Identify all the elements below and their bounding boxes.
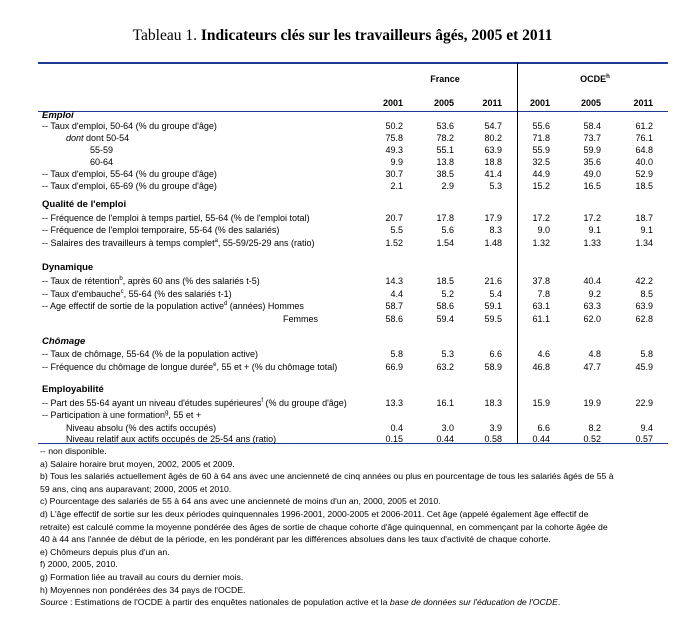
table-cell: 18.5: [635, 181, 653, 191]
year-header: 2011: [482, 98, 502, 108]
footnotes: [40, 445, 670, 609]
table-cell: 78.2: [436, 133, 454, 143]
table-cell: 1.48: [484, 238, 502, 248]
row-label: -- Fréquence de l'emploi temporaire, 55-64 (% des salariés): [42, 225, 280, 235]
row-label: -- Salaires des travailleurs à temps complet$^a$, 55-59/25-29 ans (ratio): [42, 238, 315, 248]
table-cell: 21.6: [484, 276, 502, 286]
table-cell: 58.6: [385, 314, 403, 324]
table-cell: 7.8: [537, 289, 550, 299]
table-cell: 58.9: [484, 362, 502, 372]
table-cell: 0.57: [635, 434, 653, 444]
table-cell: 9.4: [640, 423, 653, 433]
footnote: c) Pourcentage des salariés de 55 à 64 ans avec une ancienneté de moins d'un an, 2000, 2005 et 2010.: [40, 496, 441, 507]
table-cell: 66.9: [385, 362, 403, 372]
table-cell: 73.7: [583, 133, 601, 143]
table-cell: 22.9: [635, 398, 653, 408]
table-cell: 19.9: [583, 398, 601, 408]
table-cell: 3.9: [489, 423, 502, 433]
table-cell: 59.1: [484, 301, 502, 311]
row-label: -- Fréquence de l'emploi à temps partiel, 55-64 (% de l'emploi total): [42, 213, 310, 223]
footnote: retraite) est calculé comme la moyenne pondérée des âges de sortie de chaque cohorte d'âge quinquennal, en commençant par la cohorte âgée de: [40, 521, 608, 532]
table-cell: 5.5: [390, 225, 403, 235]
row-label: -- Taux d'embauche$^c$, 55-64 (% des salariés t-1): [42, 289, 232, 299]
table-cell: 47.7: [583, 362, 601, 372]
footnote: e) Chômeurs depuis plus d'un an.: [40, 546, 170, 557]
table-cell: 4.8: [588, 349, 601, 359]
footnote: 40 à 44 ans l'année de début de la période, en les pondérant par les différences absolues dans les taux d'activité de chaque cohorte.: [40, 534, 551, 545]
table-cell: 8.2: [588, 423, 601, 433]
table-cell: 2.9: [441, 181, 454, 191]
footnote: 59 ans, cinq ans auparavant; 2000, 2005 et 2010.: [40, 483, 232, 494]
table-cell: 5.8: [390, 349, 403, 359]
table-cell: 13.3: [385, 398, 403, 408]
table-cell: 30.7: [385, 169, 403, 179]
year-header: 2001: [529, 98, 550, 108]
row-label: -- Taux d'emploi, 50-64 (% du groupe d'âge): [42, 121, 217, 131]
year-header: 2011: [633, 98, 653, 108]
table-cell: 46.8: [532, 362, 550, 372]
year-header: 2001: [382, 98, 403, 108]
table-cell: 1.52: [385, 238, 403, 248]
table-cell: 6.6: [537, 423, 550, 433]
year-header: 2005: [433, 98, 454, 108]
table-cell: 4.4: [390, 289, 403, 299]
table-cell: 1.33: [583, 238, 601, 248]
table-cell: 4.6: [537, 349, 550, 359]
table-cell: 35.6: [583, 157, 601, 167]
table-cell: 16.1: [436, 398, 454, 408]
table-cell: 61.2: [635, 121, 653, 131]
table-cell: 49.3: [385, 145, 403, 155]
table-cell: 15.9: [532, 398, 550, 408]
table-cell: 2.1: [390, 181, 403, 191]
footnote: f) 2000, 2005, 2010.: [40, 559, 118, 570]
table-cell: 17.2: [583, 213, 601, 223]
table-cell: 6.6: [489, 349, 502, 359]
table-cell: 54.7: [484, 121, 502, 131]
table-cell: 18.7: [635, 213, 653, 223]
table-cell: 0.15: [385, 434, 403, 444]
table-cell: 55.9: [532, 145, 550, 155]
year-header: 2005: [580, 98, 601, 108]
table-cell: 9.0: [537, 225, 550, 235]
row-label-text: dont 50-54: [86, 133, 130, 143]
footnote: g) Formation liée au travail au cours du dernier mois.: [40, 571, 244, 582]
table-cell: 61.1: [532, 314, 550, 324]
section-title: Employabilité: [42, 384, 104, 395]
table-cell: 17.8: [436, 213, 454, 223]
table-cell: 14.3: [385, 276, 403, 286]
table-cell: 59.5: [484, 314, 502, 324]
table-cell: 59.9: [583, 145, 601, 155]
table-cell: 64.8: [635, 145, 653, 155]
table-cell: 38.5: [436, 169, 454, 179]
table-cell: 17.2: [532, 213, 550, 223]
table-cell: 40.4: [583, 276, 601, 286]
table-cell: 55.1: [436, 145, 454, 155]
table-cell: 9.2: [588, 289, 601, 299]
row-label: Niveau relatif aux actifs occupés de 25-54 ans (ratio): [66, 434, 277, 444]
table-cell: 0.52: [583, 434, 601, 444]
table-cell: 5.6: [441, 225, 454, 235]
table-cell: 40.0: [635, 157, 653, 167]
row-label: Femmes: [283, 314, 319, 324]
table-cell: 55.6: [532, 121, 550, 131]
table-cell: 16.5: [583, 181, 601, 191]
table-cell: 58.4: [583, 121, 601, 131]
table-cell: 9.9: [390, 157, 403, 167]
row-label: -- Taux d'emploi, 65-69 (% du groupe d'âge): [42, 181, 217, 191]
table-cell: 45.9: [635, 362, 653, 372]
table-cell: 5.2: [441, 289, 454, 299]
footnote: b) Tous les salariés actuellement âgés de 60 à 64 ans avec une ancienneté de cinq années ou plus en pourcentage de tous les salariés âgés de 55 à: [40, 471, 614, 482]
table-cell: 3.0: [441, 423, 454, 433]
table-cell: 5.4: [489, 289, 502, 299]
table-cell: 76.1: [635, 133, 653, 143]
table-cell: 62.0: [583, 314, 601, 324]
table-cell: 8.5: [640, 289, 653, 299]
table-cell: 58.6: [436, 301, 454, 311]
table-cell: 1.54: [436, 238, 454, 248]
table-cell: 41.4: [484, 169, 502, 179]
row-label: -- Taux de rétention$^b$, après 60 ans (% des salariés t-5): [42, 276, 260, 286]
table-cell: 58.7: [385, 301, 403, 311]
table-cell: 9.1: [640, 225, 653, 235]
table-cell: 37.8: [532, 276, 550, 286]
table-cell: 63.9: [484, 145, 502, 155]
table-cell: 0.44: [436, 434, 454, 444]
table-cell: 52.9: [635, 169, 653, 179]
table-title: Tableau 1. Indicateurs clés sur les travailleurs âgés, 2005 et 2011: [132, 27, 553, 44]
table-cell: 5.3: [489, 181, 502, 191]
table-cell: 42.2: [635, 276, 653, 286]
footnote: d) L'âge effectif de sortie sur les deux périodes quinquennales 1996-2001, 2000-2005 et 2006-2011. Cet âge (appelé également âge effectif de: [40, 508, 589, 519]
table-cell: 49.0: [583, 169, 601, 179]
table-cell: 63.3: [583, 301, 601, 311]
table-cell: 59.4: [436, 314, 454, 324]
table-cell: 1.34: [635, 238, 653, 248]
table-cell: 32.5: [532, 157, 550, 167]
table-cell: 15.2: [532, 181, 550, 191]
footnote: h) Moyennes non pondérées des 34 pays de l'OCDE.: [40, 584, 246, 595]
footnote: a) Salaire horaire brut moyen, 2002, 2005 et 2009.: [40, 458, 235, 469]
table-cell: 1.32: [532, 238, 550, 248]
table-cell: 13.8: [436, 157, 454, 167]
table-cell: 75.8: [385, 133, 403, 143]
row-label: 55-59: [90, 145, 114, 155]
table-cell: 0.58: [484, 434, 502, 444]
table-cell: 63.1: [532, 301, 550, 311]
table-cell: 71.8: [532, 133, 550, 143]
table-cell: 5.3: [441, 349, 454, 359]
table-cell: 62.8: [635, 314, 653, 324]
section-title: Chômage: [42, 336, 86, 347]
table-cell: 18.5: [436, 276, 454, 286]
row-label: Niveau absolu (% des actifs occupés): [66, 423, 217, 433]
group-header-france: France: [430, 74, 460, 84]
row-label: -- Participation à une formation$^g$, 55 et +: [42, 410, 202, 420]
source-note: Source : Estimations de l'OCDE à partir des enquêtes nationales de population active et la base de données sur l'éducation de l'OCDE.: [40, 597, 561, 608]
row-label: dont dont 50-54: [66, 133, 130, 143]
group-header-ocde: OCDE$^h$: [580, 74, 610, 84]
row-label: -- Fréquence du chômage de longue durée$^e$, 55 et + (% du chômage total): [42, 362, 338, 372]
table-cell: 0.4: [390, 423, 403, 433]
row-label: -- Taux de chômage, 55-64 (% de la population active): [42, 349, 258, 359]
section-title: Qualité de l'emploi: [42, 199, 127, 210]
row-label: 60-64: [90, 157, 114, 167]
table-cell: 18.3: [484, 398, 502, 408]
table-cell: 80.2: [484, 133, 502, 143]
top-rule: [38, 62, 668, 64]
table-cell: 44.9: [532, 169, 550, 179]
table-cell: 17.9: [484, 213, 502, 223]
table-cell: 18.8: [484, 157, 502, 167]
table-cell: 8.3: [489, 225, 502, 235]
header-rule: [38, 111, 668, 112]
row-label: -- Taux d'emploi, 55-64 (% du groupe d'âge): [42, 169, 217, 179]
table-cell: 20.7: [385, 213, 403, 223]
table-cell: 5.8: [640, 349, 653, 359]
table-cell: 63.2: [436, 362, 454, 372]
table-cell: 53.6: [436, 121, 454, 131]
table-cell: 63.9: [635, 301, 653, 311]
row-label: -- Part des 55-64 ayant un niveau d'études supérieures$^f$ (% du groupe d'âge): [42, 398, 347, 408]
table-cell: 50.2: [385, 121, 403, 131]
section-title: Dynamique: [42, 262, 94, 273]
section-title: Emploi: [42, 110, 74, 121]
table-cell: 9.1: [588, 225, 601, 235]
table-cell: 0.44: [532, 434, 550, 444]
footnote: -- non disponible.: [40, 446, 107, 456]
row-label: -- Age effectif de sortie de la population active$^d$ (années) Hommes: [42, 301, 304, 311]
